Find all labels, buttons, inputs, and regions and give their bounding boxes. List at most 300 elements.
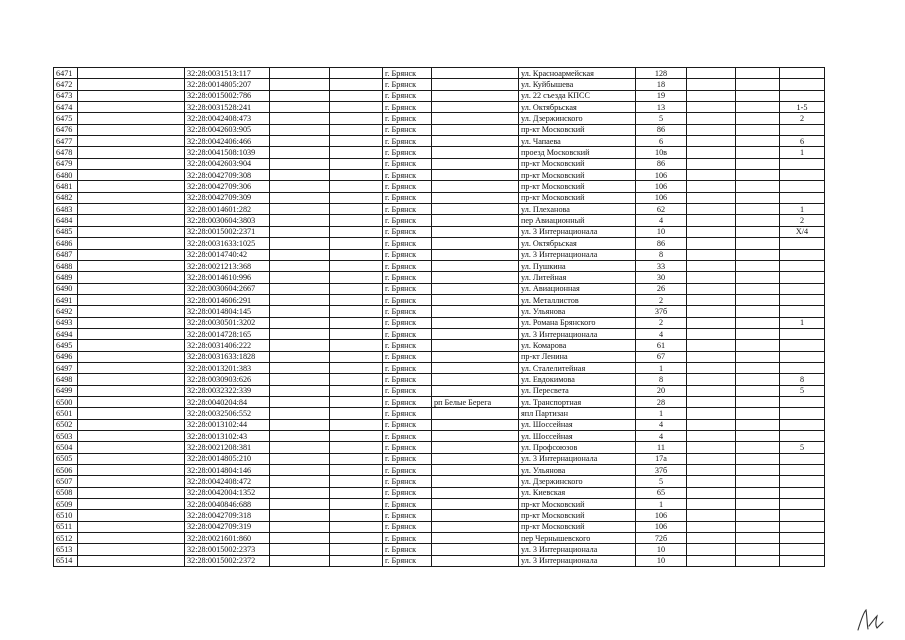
empty-cell — [330, 79, 383, 90]
settlement-cell — [432, 362, 519, 373]
row-number: 6490 — [54, 283, 78, 294]
empty-cell — [330, 147, 383, 158]
row-number: 6495 — [54, 340, 78, 351]
flat-cell — [780, 555, 825, 566]
empty-cell — [78, 215, 185, 226]
cadastral-number: 32:28:0041508:1039 — [185, 147, 270, 158]
settlement-cell — [432, 249, 519, 260]
empty-cell — [330, 272, 383, 283]
flat-cell — [780, 510, 825, 521]
empty-cell — [687, 79, 736, 90]
cadastral-number: 32:28:0015002:2373 — [185, 544, 270, 555]
flat-cell — [780, 306, 825, 317]
empty-cell — [736, 147, 780, 158]
street-cell: проезд Московский — [519, 147, 636, 158]
table-row — [54, 306, 825, 317]
house-cell: 106 — [636, 181, 687, 192]
empty-cell — [78, 521, 185, 532]
cadastral-number: 32:28:0014728:165 — [185, 328, 270, 339]
empty-cell — [736, 533, 780, 544]
city-cell: г. Брянск — [383, 90, 432, 101]
empty-cell — [78, 328, 185, 339]
table-row — [54, 385, 825, 396]
empty-cell — [78, 79, 185, 90]
empty-cell — [687, 533, 736, 544]
empty-cell — [687, 396, 736, 407]
empty-cell — [330, 328, 383, 339]
empty-cell — [270, 181, 330, 192]
empty-cell — [687, 362, 736, 373]
empty-cell — [736, 544, 780, 555]
flat-cell — [780, 408, 825, 419]
table-row — [54, 204, 825, 215]
empty-cell — [78, 487, 185, 498]
empty-cell — [330, 294, 383, 305]
empty-cell — [270, 283, 330, 294]
flat-cell — [780, 396, 825, 407]
empty-cell — [78, 476, 185, 487]
empty-cell — [78, 147, 185, 158]
empty-cell — [736, 90, 780, 101]
cadastral-number: 32:28:0042709:308 — [185, 170, 270, 181]
settlement-cell — [432, 487, 519, 498]
empty-cell — [270, 249, 330, 260]
cadastral-number: 32:28:0014740:42 — [185, 249, 270, 260]
city-cell: г. Брянск — [383, 476, 432, 487]
street-cell: ул. 22 съезда КПСС — [519, 90, 636, 101]
city-cell: г. Брянск — [383, 431, 432, 442]
house-cell: 13 — [636, 102, 687, 113]
cadastral-number: 32:28:0042709:319 — [185, 521, 270, 532]
empty-cell — [736, 340, 780, 351]
empty-cell — [270, 555, 330, 566]
empty-cell — [330, 487, 383, 498]
city-cell: г. Брянск — [383, 249, 432, 260]
settlement-cell — [432, 328, 519, 339]
street-cell: пр-кт Московский — [519, 181, 636, 192]
empty-cell — [270, 351, 330, 362]
house-cell: 4 — [636, 215, 687, 226]
empty-cell — [78, 204, 185, 215]
cadastral-number: 32:28:0042709:318 — [185, 510, 270, 521]
empty-cell — [687, 204, 736, 215]
empty-cell — [330, 533, 383, 544]
settlement-cell — [432, 340, 519, 351]
cadastral-number: 32:28:0032322:339 — [185, 385, 270, 396]
empty-cell — [330, 215, 383, 226]
city-cell: г. Брянск — [383, 442, 432, 453]
empty-cell — [687, 544, 736, 555]
empty-cell — [687, 499, 736, 510]
table-row — [54, 283, 825, 294]
empty-cell — [736, 442, 780, 453]
settlement-cell — [432, 453, 519, 464]
house-cell: 4 — [636, 328, 687, 339]
row-number: 6473 — [54, 90, 78, 101]
settlement-cell — [432, 272, 519, 283]
city-cell: г. Брянск — [383, 340, 432, 351]
table-row — [54, 351, 825, 362]
empty-cell — [736, 79, 780, 90]
flat-cell — [780, 431, 825, 442]
empty-cell — [687, 408, 736, 419]
empty-cell — [687, 226, 736, 237]
empty-cell — [330, 260, 383, 271]
table-row — [54, 158, 825, 169]
empty-cell — [78, 283, 185, 294]
table-row — [54, 328, 825, 339]
settlement-cell — [432, 215, 519, 226]
empty-cell — [687, 476, 736, 487]
empty-cell — [736, 555, 780, 566]
empty-cell — [330, 249, 383, 260]
street-cell: ул. Ульянова — [519, 306, 636, 317]
empty-cell — [687, 385, 736, 396]
flat-cell — [780, 181, 825, 192]
cadastral-number: 32:28:0031633:1828 — [185, 351, 270, 362]
empty-cell — [78, 555, 185, 566]
cadastral-number: 32:28:0040846:688 — [185, 499, 270, 510]
flat-cell — [780, 465, 825, 476]
empty-cell — [330, 521, 383, 532]
empty-cell — [270, 170, 330, 181]
street-cell: ул. Плеханова — [519, 204, 636, 215]
city-cell: г. Брянск — [383, 317, 432, 328]
empty-cell — [736, 453, 780, 464]
table-row — [54, 396, 825, 407]
house-cell: 86 — [636, 238, 687, 249]
flat-cell — [780, 340, 825, 351]
row-number: 6506 — [54, 465, 78, 476]
empty-cell — [78, 170, 185, 181]
row-number: 6472 — [54, 79, 78, 90]
empty-cell — [330, 385, 383, 396]
house-cell: 1 — [636, 408, 687, 419]
empty-cell — [270, 215, 330, 226]
house-cell: 67 — [636, 351, 687, 362]
house-cell: 26 — [636, 283, 687, 294]
cadastral-number: 32:28:0042408:472 — [185, 476, 270, 487]
empty-cell — [330, 238, 383, 249]
cadastral-number: 32:28:0042406:466 — [185, 136, 270, 147]
row-number: 6487 — [54, 249, 78, 260]
settlement-cell — [432, 533, 519, 544]
cadastral-number: 32:28:0042603:904 — [185, 158, 270, 169]
city-cell: г. Брянск — [383, 215, 432, 226]
empty-cell — [270, 510, 330, 521]
house-cell: 17а — [636, 453, 687, 464]
row-number: 6491 — [54, 294, 78, 305]
row-number: 6489 — [54, 272, 78, 283]
flat-cell — [780, 124, 825, 135]
city-cell: г. Брянск — [383, 204, 432, 215]
street-cell: пр-кт Московский — [519, 521, 636, 532]
empty-cell — [330, 544, 383, 555]
cadastral-number: 32:28:0030903:626 — [185, 374, 270, 385]
empty-cell — [270, 419, 330, 430]
city-cell: г. Брянск — [383, 499, 432, 510]
registry-sheet — [53, 67, 824, 578]
flat-cell: 8 — [780, 374, 825, 385]
table-row — [54, 170, 825, 181]
empty-cell — [687, 260, 736, 271]
table-row — [54, 487, 825, 498]
empty-cell — [78, 249, 185, 260]
city-cell: г. Брянск — [383, 147, 432, 158]
empty-cell — [736, 328, 780, 339]
city-cell: г. Брянск — [383, 487, 432, 498]
empty-cell — [330, 453, 383, 464]
empty-cell — [270, 487, 330, 498]
row-number: 6513 — [54, 544, 78, 555]
empty-cell — [736, 362, 780, 373]
table-row — [54, 465, 825, 476]
empty-cell — [736, 192, 780, 203]
row-number: 6474 — [54, 102, 78, 113]
house-cell: 18 — [636, 79, 687, 90]
street-cell: пр-кт Московский — [519, 170, 636, 181]
empty-cell — [687, 328, 736, 339]
flat-cell — [780, 328, 825, 339]
empty-cell — [736, 476, 780, 487]
row-number: 6471 — [54, 68, 78, 79]
empty-cell — [736, 510, 780, 521]
empty-cell — [330, 124, 383, 135]
settlement-cell — [432, 499, 519, 510]
empty-cell — [736, 170, 780, 181]
house-cell: 30 — [636, 272, 687, 283]
empty-cell — [78, 533, 185, 544]
empty-cell — [270, 124, 330, 135]
settlement-cell — [432, 226, 519, 237]
city-cell: г. Брянск — [383, 555, 432, 566]
row-number: 6479 — [54, 158, 78, 169]
house-cell: 86 — [636, 124, 687, 135]
street-cell: пр-кт Московский — [519, 510, 636, 521]
row-number: 6481 — [54, 181, 78, 192]
flat-cell — [780, 90, 825, 101]
empty-cell — [330, 476, 383, 487]
empty-cell — [687, 374, 736, 385]
street-cell: ул. Куйбышева — [519, 79, 636, 90]
street-cell: ул. Сталелитейная — [519, 362, 636, 373]
empty-cell — [687, 170, 736, 181]
city-cell: г. Брянск — [383, 408, 432, 419]
row-number: 6507 — [54, 476, 78, 487]
settlement-cell — [432, 374, 519, 385]
city-cell: г. Брянск — [383, 396, 432, 407]
row-number: 6510 — [54, 510, 78, 521]
empty-cell — [78, 68, 185, 79]
empty-cell — [330, 113, 383, 124]
street-cell: пер Авиационный — [519, 215, 636, 226]
house-cell: 62 — [636, 204, 687, 215]
empty-cell — [736, 306, 780, 317]
row-number: 6501 — [54, 408, 78, 419]
empty-cell — [736, 419, 780, 430]
house-cell: 2 — [636, 317, 687, 328]
table-row — [54, 215, 825, 226]
empty-cell — [736, 226, 780, 237]
empty-cell — [270, 147, 330, 158]
empty-cell — [78, 408, 185, 419]
house-cell: 11 — [636, 442, 687, 453]
settlement-cell — [432, 147, 519, 158]
handwritten-signature — [855, 606, 885, 634]
empty-cell — [78, 510, 185, 521]
empty-cell — [687, 317, 736, 328]
table-row — [54, 260, 825, 271]
empty-cell — [78, 124, 185, 135]
cadastral-number: 32:28:0042408:473 — [185, 113, 270, 124]
city-cell: г. Брянск — [383, 68, 432, 79]
flat-cell: 1 — [780, 317, 825, 328]
settlement-cell — [432, 317, 519, 328]
settlement-cell — [432, 113, 519, 124]
settlement-cell — [432, 510, 519, 521]
settlement-cell — [432, 419, 519, 430]
cadastral-number: 32:28:0042603:905 — [185, 124, 270, 135]
settlement-cell — [432, 521, 519, 532]
city-cell: г. Брянск — [383, 510, 432, 521]
street-cell: ул. Транспортная — [519, 396, 636, 407]
row-number: 6511 — [54, 521, 78, 532]
empty-cell — [687, 487, 736, 498]
empty-cell — [687, 351, 736, 362]
house-cell: 61 — [636, 340, 687, 351]
flat-cell — [780, 351, 825, 362]
empty-cell — [736, 283, 780, 294]
street-cell: ул. 3 Интернационала — [519, 249, 636, 260]
empty-cell — [78, 544, 185, 555]
flat-cell — [780, 192, 825, 203]
city-cell: г. Брянск — [383, 362, 432, 373]
row-number: 6509 — [54, 499, 78, 510]
city-cell: г. Брянск — [383, 544, 432, 555]
city-cell: г. Брянск — [383, 102, 432, 113]
empty-cell — [330, 396, 383, 407]
empty-cell — [78, 113, 185, 124]
house-cell: 10 — [636, 544, 687, 555]
empty-cell — [270, 499, 330, 510]
empty-cell — [687, 306, 736, 317]
empty-cell — [687, 521, 736, 532]
street-cell: ул. Октябрьская — [519, 238, 636, 249]
table-row — [54, 317, 825, 328]
empty-cell — [270, 90, 330, 101]
house-cell: 86 — [636, 158, 687, 169]
cadastral-number: 32:28:0021213:368 — [185, 260, 270, 271]
empty-cell — [330, 510, 383, 521]
row-number: 6500 — [54, 396, 78, 407]
flat-cell: 1 — [780, 204, 825, 215]
house-cell: 65 — [636, 487, 687, 498]
settlement-cell — [432, 351, 519, 362]
empty-cell — [78, 499, 185, 510]
city-cell: г. Брянск — [383, 521, 432, 532]
table-row — [54, 226, 825, 237]
street-cell: ул. Литейная — [519, 272, 636, 283]
empty-cell — [736, 351, 780, 362]
flat-cell — [780, 533, 825, 544]
street-cell: ул. Пересвета — [519, 385, 636, 396]
city-cell: г. Брянск — [383, 181, 432, 192]
empty-cell — [687, 238, 736, 249]
table-row — [54, 453, 825, 464]
house-cell: 5 — [636, 476, 687, 487]
row-number: 6475 — [54, 113, 78, 124]
city-cell: г. Брянск — [383, 113, 432, 124]
empty-cell — [78, 158, 185, 169]
empty-cell — [270, 533, 330, 544]
flat-cell — [780, 544, 825, 555]
empty-cell — [687, 90, 736, 101]
empty-cell — [687, 192, 736, 203]
flat-cell: 5 — [780, 385, 825, 396]
empty-cell — [270, 328, 330, 339]
flat-cell — [780, 487, 825, 498]
empty-cell — [736, 215, 780, 226]
table-row — [54, 294, 825, 305]
empty-cell — [270, 317, 330, 328]
empty-cell — [270, 306, 330, 317]
empty-cell — [736, 521, 780, 532]
row-number: 6496 — [54, 351, 78, 362]
table-row — [54, 419, 825, 430]
row-number: 6477 — [54, 136, 78, 147]
empty-cell — [330, 317, 383, 328]
empty-cell — [687, 102, 736, 113]
house-cell: 10 — [636, 555, 687, 566]
street-cell: ул. Чапаева — [519, 136, 636, 147]
row-number: 6494 — [54, 328, 78, 339]
house-cell: 4 — [636, 419, 687, 430]
city-cell: г. Брянск — [383, 385, 432, 396]
table-row — [54, 510, 825, 521]
cadastral-number: 32:28:0015002:2371 — [185, 226, 270, 237]
empty-cell — [330, 170, 383, 181]
street-cell: ул. Романа Брянского — [519, 317, 636, 328]
registry-body — [54, 68, 825, 567]
street-cell: ул. Комарова — [519, 340, 636, 351]
row-number: 6480 — [54, 170, 78, 181]
empty-cell — [330, 351, 383, 362]
empty-cell — [330, 340, 383, 351]
city-cell: г. Брянск — [383, 79, 432, 90]
empty-cell — [736, 465, 780, 476]
row-number: 6482 — [54, 192, 78, 203]
street-cell: ул. Пушкина — [519, 260, 636, 271]
empty-cell — [330, 555, 383, 566]
empty-cell — [270, 102, 330, 113]
cadastral-number: 32:28:0014804:146 — [185, 465, 270, 476]
empty-cell — [78, 362, 185, 373]
settlement-cell — [432, 294, 519, 305]
settlement-cell — [432, 102, 519, 113]
house-cell: 20 — [636, 385, 687, 396]
row-number: 6486 — [54, 238, 78, 249]
flat-cell: 2 — [780, 113, 825, 124]
settlement-cell — [432, 476, 519, 487]
empty-cell — [330, 306, 383, 317]
house-cell: 19 — [636, 90, 687, 101]
cadastral-number: 32:28:0032506:552 — [185, 408, 270, 419]
table-row — [54, 249, 825, 260]
cadastral-number: 32:28:0031633:1025 — [185, 238, 270, 249]
settlement-cell — [432, 385, 519, 396]
empty-cell — [687, 510, 736, 521]
empty-cell — [687, 453, 736, 464]
